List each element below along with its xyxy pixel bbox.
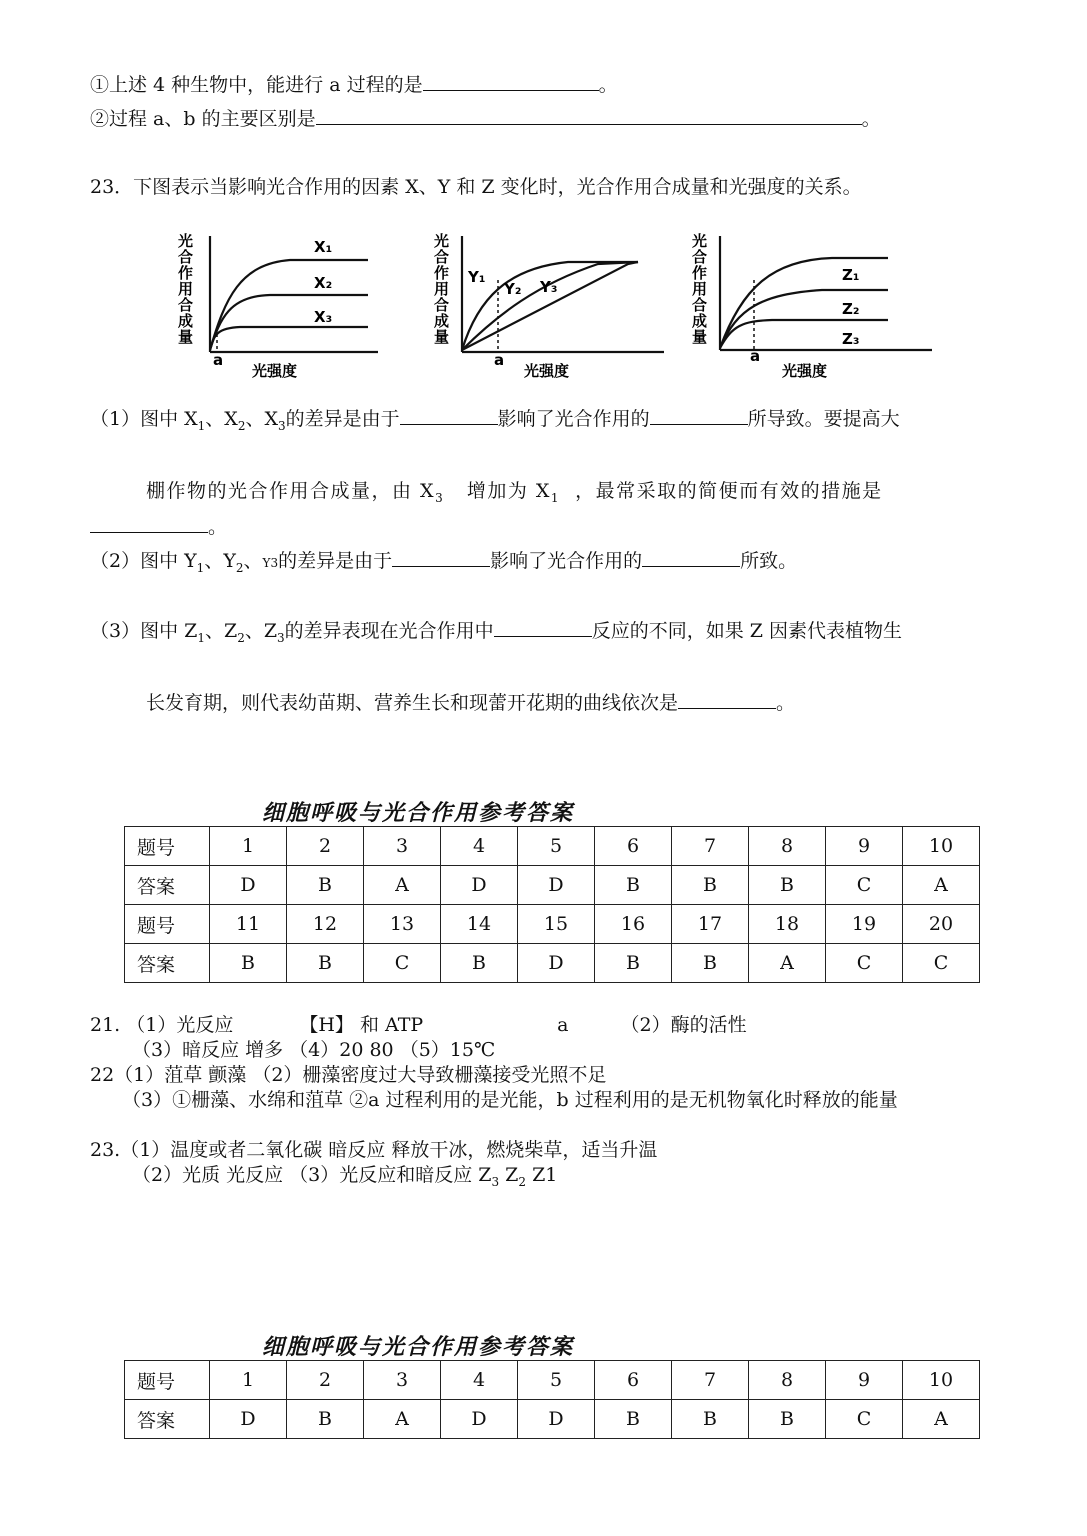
table-row — [125, 1400, 980, 1439]
label-z2: Z₂ — [842, 300, 860, 318]
table-cell: 20 — [903, 905, 980, 944]
q22-l1-end: 。 — [598, 74, 618, 96]
q23-part2: （2）图中 $Y_1$、$Y_2$、Y3的差异是由于 影响了光合作用的 所致。 — [90, 550, 798, 575]
text: 长发育期，则代表幼苗期、营养生长和现蕾开花期的曲线依次是 — [146, 692, 679, 714]
text: 、Y — [204, 550, 236, 572]
label-y2: Y₂ — [504, 280, 522, 298]
table-cell: D — [441, 1400, 518, 1439]
table-cell: D — [441, 866, 518, 905]
table-cell: 7 — [672, 827, 749, 866]
text: （2）酶的活性 — [620, 1014, 747, 1036]
table-cell: 3 — [364, 827, 441, 866]
table-cell: 2 — [287, 1361, 364, 1400]
a-label: a — [494, 351, 505, 369]
table-cell: 3 — [364, 1361, 441, 1400]
table-row — [125, 1361, 980, 1400]
q23-stem: 23．下图表示当影响光合作用的因素 X、Y 和 Z 变化时，光合作用合成量和光强度的关系。 — [90, 176, 862, 198]
table-cell: B — [595, 866, 672, 905]
answer-23-line1: 23.（1）温度或者二氧化碳 暗反应 释放干冰，燃烧柴草，适当升温 — [90, 1139, 658, 1161]
answer-blank[interactable] — [494, 618, 592, 637]
q23-part3-line2 — [146, 688, 795, 715]
a-label: a — [213, 351, 224, 369]
table-cell: A — [903, 866, 980, 905]
table-cell: 8 — [749, 1361, 826, 1400]
table-cell: C — [826, 944, 903, 983]
figure-panel-y — [428, 228, 678, 380]
table-cell: 14 — [441, 905, 518, 944]
table-cell: C — [826, 866, 903, 905]
table-cell: 5 — [518, 827, 595, 866]
label-y1: Y₁ — [468, 268, 486, 286]
table-cell: B — [672, 1400, 749, 1439]
table-cell: A — [903, 1400, 980, 1439]
text: 影响了光合作用的 — [497, 408, 650, 430]
table-cell: 8 — [749, 827, 826, 866]
q22-line-1 — [90, 70, 618, 97]
q23-part1-line1: （1）图中 $X_1$、$X_2$、$X_3$的差异是由于 影响了光合作用的 所导致。要提高大 — [90, 408, 900, 433]
text: Y3 — [262, 556, 279, 570]
row-header: 题号 — [125, 1361, 210, 1400]
text: Z — [499, 1164, 519, 1186]
table-cell: B — [595, 944, 672, 983]
text: （1）图中 X — [90, 408, 198, 430]
table-cell: 6 — [595, 1361, 672, 1400]
label-x3: X₃ — [314, 308, 333, 326]
x-axis-label: 光强度 — [782, 362, 828, 380]
table-cell: B — [210, 944, 287, 983]
text: 的差异表现在光合作用中 — [284, 620, 494, 642]
answer-22-line1: 22（1）菹草 颤藻 （2）栅藻密度过大导致栅藻接受光照不足 — [90, 1064, 607, 1086]
table-cell: 1 — [210, 827, 287, 866]
table-cell: 17 — [672, 905, 749, 944]
table-cell: 19 — [826, 905, 903, 944]
table-cell: C — [826, 1400, 903, 1439]
text: 影响了光合作用的 — [490, 550, 643, 572]
curve-z1 — [720, 258, 888, 348]
table-row — [125, 944, 980, 983]
y-axis-label: 光合作用合成量 — [434, 232, 450, 346]
answer-blank[interactable] — [678, 690, 776, 709]
table-cell: B — [749, 1400, 826, 1439]
q22-l2-end: 。 — [861, 108, 881, 130]
label-x1: X₁ — [314, 238, 333, 256]
text: 的差异是由于 — [285, 408, 400, 430]
text: 所致。 — [740, 550, 798, 572]
a-label: a — [750, 347, 761, 365]
table-cell: A — [364, 866, 441, 905]
q22-l1-text: ①上述 4 种生物中，能进行 a 过程的是 — [90, 74, 423, 96]
text: Z1 — [526, 1164, 558, 1186]
answer-title-2: 细胞呼吸与光合作用参考答案 — [262, 1335, 575, 1360]
text: 棚作物的光合作用合成量，由 X — [146, 480, 436, 502]
table-cell: 10 — [903, 827, 980, 866]
text: ，最常采取的简便而有效的措施是 — [575, 480, 883, 502]
row-header: 答案 — [125, 944, 210, 983]
figure-panel-z — [682, 228, 942, 380]
q23-part1-line3 — [90, 512, 227, 539]
answer-21-line1 — [90, 1010, 747, 1037]
row-header: 答案 — [125, 866, 210, 905]
text: a — [557, 1014, 569, 1036]
table-cell: B — [441, 944, 518, 983]
table-cell: B — [287, 866, 364, 905]
table-cell: 7 — [672, 1361, 749, 1400]
q22-l2-text: ②过程 a、b 的主要区别是 — [90, 108, 316, 130]
answer-blank[interactable] — [316, 106, 862, 125]
curve-x2 — [210, 295, 368, 350]
table-cell: D — [210, 866, 287, 905]
table-cell: 10 — [903, 1361, 980, 1400]
table-cell: 4 — [441, 1361, 518, 1400]
curve-z3 — [720, 320, 888, 348]
table-cell: B — [749, 866, 826, 905]
table-row — [125, 827, 980, 866]
answer-22-line2: （3）①栅藻、水绵和菹草 ②a 过程利用的是光能，b 过程利用的是无机物氧化时释放的能量 — [122, 1089, 898, 1111]
table-cell: 9 — [826, 827, 903, 866]
table-cell: C — [903, 944, 980, 983]
table-cell: 13 — [364, 905, 441, 944]
text: （3）图中 Z — [90, 620, 198, 642]
text: 【H】 和 ATP — [299, 1014, 424, 1036]
table-cell: A — [364, 1400, 441, 1439]
y-axis-label: 光合作用合成量 — [178, 232, 194, 346]
table-cell: D — [210, 1400, 287, 1439]
figure-panel-x — [170, 228, 410, 380]
table-cell: A — [749, 944, 826, 983]
table-row — [125, 905, 980, 944]
curve-x3 — [210, 327, 368, 350]
label-z3: Z₃ — [842, 330, 860, 348]
row-header: 题号 — [125, 827, 210, 866]
table-cell: 1 — [210, 1361, 287, 1400]
label-z1: Z₁ — [842, 266, 860, 284]
table-cell: B — [672, 944, 749, 983]
answer-table-1 — [124, 826, 980, 983]
table-cell: B — [595, 1400, 672, 1439]
y-axis-label: 光合作用合成量 — [692, 232, 708, 346]
table-cell: D — [518, 1400, 595, 1439]
table-cell: 9 — [826, 1361, 903, 1400]
text: 21. （1）光反应 — [90, 1014, 234, 1036]
text: 、Z — [244, 620, 278, 642]
text: （2）图中 Y — [90, 550, 197, 572]
table-cell: B — [287, 944, 364, 983]
table-row — [125, 866, 980, 905]
answer-table-2 — [124, 1360, 980, 1439]
x-axis-label: 光强度 — [524, 362, 570, 380]
q23-part1-line2: 棚作物的光合作用合成量，由 $X_3$ 增加为 $X_1$ ，最常采取的简便而有效的措施是 — [146, 480, 883, 505]
text: 、Z — [204, 620, 238, 642]
table-cell: 18 — [749, 905, 826, 944]
q23-part3-line1: （3）图中 $Z_1$、$Z_2$、$Z_3$的差异表现在光合作用中 反应的不同，如果 Z 因素代表植物生 — [90, 620, 902, 645]
table-cell: D — [518, 944, 595, 983]
table-cell: B — [672, 866, 749, 905]
curve-y3 — [462, 262, 638, 350]
table-cell: 4 — [441, 827, 518, 866]
x-axis-label: 光强度 — [252, 362, 298, 380]
row-header: 题号 — [125, 905, 210, 944]
label-x2: X₂ — [314, 274, 333, 292]
text: 、X — [205, 408, 238, 430]
answer-21-line2: （3）暗反应 增多 （4）20 80 （5）15℃ — [132, 1039, 496, 1061]
answer-blank[interactable] — [90, 514, 208, 533]
text: 反应的不同，如果 Z 因素代表植物生 — [591, 620, 902, 642]
text: 、 — [243, 550, 263, 572]
row-header: 答案 — [125, 1400, 210, 1439]
answer-title: 细胞呼吸与光合作用参考答案 — [262, 801, 575, 826]
table-cell: 2 — [287, 827, 364, 866]
answer-23-line2: （2）光质 光反应 （3）光反应和暗反应 $Z_3$ $Z_2$ Z1 — [132, 1164, 558, 1189]
table-cell: 12 — [287, 905, 364, 944]
text: 的差异是由于 — [278, 550, 393, 572]
table-cell: 5 — [518, 1361, 595, 1400]
answer-blank[interactable] — [400, 406, 498, 425]
table-cell: 11 — [210, 905, 287, 944]
table-cell: 15 — [518, 905, 595, 944]
text: 。 — [776, 692, 796, 714]
text: 所导致。要提高大 — [747, 408, 900, 430]
answer-blank[interactable] — [423, 72, 599, 91]
answer-blank[interactable] — [392, 548, 490, 567]
text: 、X — [245, 408, 278, 430]
q22-line-2 — [90, 104, 881, 131]
text: 增加为 X — [466, 480, 551, 502]
label-y3: Y₃ — [540, 278, 558, 296]
answer-blank[interactable] — [650, 406, 748, 425]
table-cell: B — [287, 1400, 364, 1439]
table-cell: 6 — [595, 827, 672, 866]
text: 。 — [208, 516, 228, 538]
table-cell: 16 — [595, 905, 672, 944]
table-cell: C — [364, 944, 441, 983]
text: （2）光质 光反应 （3）光反应和暗反应 Z — [132, 1164, 492, 1186]
table-cell: D — [518, 866, 595, 905]
answer-blank[interactable] — [642, 548, 740, 567]
